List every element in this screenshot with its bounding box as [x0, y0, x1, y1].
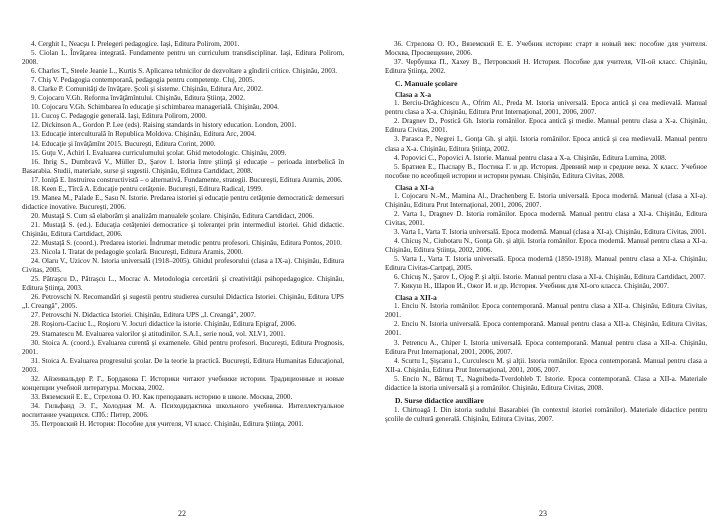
- page-number-left: 22: [178, 509, 186, 518]
- bibliography-entry: 9. Cojocaru V.Gh. Reforma învăţămîntului. Chişinău, Editura Ştiinţa, 2002.: [31, 94, 245, 103]
- bibliography-entry: 25. Pătraşcu D., Pătraşcu L., Mocrac A. Metodologia cercetării şi creativităţii psihopedagogice. Chişinău, Editura Ştiinţa, 2003.: [22, 275, 344, 293]
- bibliography-entry: 21. Mustaţă S. (ed.). Educaţia cetăţeniei democratice şi toleranţei prin intermediul istoriei. Ghid didactic. Chişinău, Editura Cartdidact, 2006.: [22, 220, 344, 238]
- subsection-heading-class-xii: Clasa a XII-a: [395, 293, 437, 303]
- bibliography-entry: 6. Charles T., Steele Jeanie L., Kurtis S. Aplicarea tehnicilor de dezvoltare a gîndirii critice. Chişinău, 2003.: [31, 67, 338, 76]
- section-heading-auxiliary-sources: D. Surse didactice auxiliare: [395, 395, 484, 405]
- bibliography-entry: 5. Ciolan L. Învăţarea integrată. Fundamente pentru un curriculum transdisciplinar. Iaşi, Editura Polirom, 2008.: [22, 49, 344, 67]
- bibliography-entry: 5. Varta I., Varta T. Istoria universală. Epoca modernă (1850-1918). Manual pentru clasa a XI-a. Chişinău, Editura Civitas-Cartpaţi, 2005.: [385, 255, 707, 273]
- bibliography-entry: 4. Popovici C., Popovici A. Istorie. Manual pentru clasa a X-a. Chişinău, Editura Lumina, 2008.: [394, 153, 667, 162]
- right-page: [385, 40, 707, 424]
- bibliography-entry: 22. Mustaţă S. (coord.). Predarea istoriei. Îndrumar metodic pentru profesori. Chişinău, Editura Pontos, 2010.: [31, 239, 342, 248]
- bibliography-entry: 17. Ioniţă E. Instruirea constructivistă – o alternativă. Fundamente, strategii. Bucureşti, Editura Aramis, 2006.: [31, 175, 343, 184]
- bibliography-entry: 10. Cojocaru V.Gh. Schimbarea în educaţie şi schimbarea managerială. Chişinău, 2004.: [31, 103, 279, 112]
- class-x-list: [385, 99, 707, 180]
- bibliography-entry: 29. Stamatescu M. Evaluarea valorilor şi atitudinilor. S.A.I., serie nouă, vol. XLV1, 2001.: [31, 329, 286, 338]
- bibliography-entry: 2. Enciu N. Istoria universală. Epoca contemporană. Manual pentru clasa a XII-a. Chişinău, Editura Civitas, 2001.: [385, 320, 707, 338]
- subsection-heading-class-xi: Clasa a XI-a: [395, 182, 434, 192]
- bibliography-entry: 20. Mustaţă S. Cum să elaborăm şi analizăm manualele şcolare. Chişinău, Editura Cartdidact, 2006.: [31, 211, 315, 220]
- class-xii-list: [385, 302, 707, 392]
- bibliography-entry: 13. Educaţie interculturală în Republica Moldova. Chişinău, Editura Arc, 2004.: [31, 130, 256, 139]
- bibliography-entry: 3. Petrencu A., Chiper I. Istoria universală. Epoca contemporană. Manual pentru clasa a XII-a. Chişinău, Editura Prut Internaţional, 2001, 2006, 2007.: [385, 338, 707, 356]
- bibliography-entry: 30. Stoica A. (coord.). Evaluarea curentă şi examenele. Ghid pentru profesori. Bucureşti, Editura Prognosis, 2001.: [22, 338, 344, 356]
- bibliography-entry: 5. Братиев Е., Пыслару В., Постика Г. и др. История. Древний мир и средние века. X класс. Учебное пособие по всеобщей истории и истории румын. Chişinău, Editura Civitas, 2008.: [385, 162, 707, 180]
- bibliography-entry: 16. Ihrig S., Dumbravă V., Müller D., Şarov I. Istoria între ştiinţă şi educaţie – perioada interbelică în Basarabia. Studii, materiale, surse şi sugestii. Chişinău, Editura Cartdidact, 2008.: [22, 157, 344, 175]
- bibliography-entry: 7. Кикуш Н., Шаров И., Ожог И. и др. История. Учебник для XI-ого класса. Chişinău, 2007.: [394, 282, 669, 291]
- bibliography-entry: 28. Roşioru-Caciuc L., Roşioru V. Jocuri didactice la istorie. Chişinău, Editura Epigraf, 2006.: [31, 320, 297, 329]
- page-number-right: 23: [539, 509, 547, 518]
- bibliography-entry: 2. Varta I., Dragnev D. Istoria românilor. Epoca modernă. Manual pentru clasa a XI-a. Chişinău, Editura Civitas, 2001.: [385, 209, 707, 227]
- bibliography-entry: 3. Parasca P., Negrei I., Gonţa Gh. şi alţii. Istoria românilor. Epoca antică şi cea medievală. Manual pentru clasa a X-a. Chişinău, Editura Ştiinţa, 2002.: [385, 135, 707, 153]
- bibliography-entry: 23. Nicola I. Tratat de pedagogie şcolară. Bucureşti, Editura Aramis, 2000.: [31, 248, 243, 257]
- bibliography-entry: 15. Guţu V., Achiri I. Evaluarea curriculumului şcolar. Ghid metodologic. Chişinău, 2009.: [31, 148, 287, 157]
- bibliography-entry: 4. Scurtu I., Şişcanu I., Curculescu M. şi alţii. Istoria românilor. Epoca contemporană. Manual pentru clasa a XII-a. Chişinău, Editura Prut Internaţional, 2001, 2006, 2007.: [385, 356, 707, 374]
- bibliography-entry: 12. Dickinson A., Gordon P. Lee (eds). Raising standards in history education. London, 2001.: [31, 121, 297, 130]
- bibliography-entry: 6. Chicuş N., Şarov I., Ojog P. şi alţii. Istorie. Manual pentru clasa a XI-a. Chişinău, Editura Cartdidact, 2007.: [394, 273, 706, 282]
- bibliography-entry: 5. Enciu N., Bărnuţ T., Nagnibeda-Tverdohleb T. Istorie. Epoca contemporană. Clasa a XII-a. Materiale didactice la istoria universală şi a românilor. Chişinău, Editura Civitas, 2008.: [385, 374, 707, 392]
- section-heading-textbooks: C. Manuale şcolare: [395, 79, 458, 89]
- bibliography-list-left: [22, 40, 344, 429]
- bibliography-entry: 27. Petrovschi N. Didactica Istoriei. Chişinău, Editura UPS „I. Creangă", 2007.: [31, 311, 256, 320]
- bibliography-entry: 7. Chiş V. Pedagogia contemporană, pedagogia pentru competenţe. Cluj, 2005.: [31, 76, 255, 85]
- bibliography-entry: 18. Keen E., Tîrcă A. Educaţie pentru cetăţenie. Bucureşti, Editura Radical, 1999.: [31, 184, 263, 193]
- bibliography-entry: 26. Petrovschi N. Recomandări şi sugestii pentru studierea cursului Didactica Istoriei. Chişinău, Editura UPS „I. Creangă", 2005.: [22, 293, 344, 311]
- bibliography-entry: 3. Varta I., Varta T. Istoria universală. Epoca modernă. Manual (clasa a XI-a). Chişinău, Editura Civitas, 2001.: [394, 227, 707, 236]
- bibliography-list-right-top: [385, 40, 707, 76]
- bibliography-entry: 32. Айзенвальдер Р. Г., Бордакова Г. Историки читают учебники истории. Традиционные и новые концепции учебной литературы. Москва, 2002.: [22, 374, 344, 392]
- bibliography-entry: 8. Clarke P. Comunităţi de învăţare. Şcoli şi sisteme. Chişinău, Editura Arc, 2002.: [31, 85, 263, 94]
- bibliography-entry: 4. Chicuş N., Ciubotaru N., Gonţa Gh. şi alţii. Istoria românilor. Epoca modernă. Manual pentru clasa a XI-a. Chişinău, Editura Ştiinţa, 2002, 2006.: [385, 236, 707, 255]
- bibliography-entry: 34. Гильфанд Э. Г., Холодная М. А. Психодидактика школьного учебника. Интеллектуальное воспитание учащихся. СПб.: Питер, 2006.: [22, 401, 344, 419]
- bibliography-entry: 1. Chirtoagă I. Din istoria sudului Basarabiei (în contextul istoriei românilor). Materiale didactice pentru şcolile de cultură generală. Chişinău, Editura Civitas, 2007.: [385, 405, 707, 423]
- bibliography-entry: 14. Educaţie şi învăţămînt 2015. Bucureşti, Editura Corint, 2000.: [31, 139, 216, 148]
- bibliography-entry: 31. Stoica A. Evaluarea progresului şcolar. De la teorie la practică. Bucureşti, Editura Humanitas Educaţional, 2003.: [22, 356, 344, 374]
- bibliography-entry: 35. Петровский Н. История: Пособие для учителя, VI класс. Chişinău, Editura Ştiinţa, 2001.: [31, 419, 304, 428]
- auxiliary-sources-list: [385, 406, 707, 424]
- bibliography-entry: 37. Чербушка П., Хахеу В., Петровский Н. История. Пособие для учителя, VII-ой класс. Chişinău, Editura Ştiinţa, 2002.: [385, 58, 707, 76]
- bibliography-entry: 11. Cucoş C. Pedagogie generală. Iaşi, Editura Polirom, 2000.: [31, 112, 207, 121]
- bibliography-entry: 2. Dragnev D., Postică Gh. Istoria românilor. Epoca antică şi medie. Manual pentru clasa a X-a. Chişinău, Editura Civitas, 2001.: [385, 117, 707, 135]
- subsection-heading-class-x: Clasa a X-a: [395, 90, 432, 100]
- bibliography-entry: 4. Cerghit I., Neacşu I. Prelegeri pedagogice. Iaşi, Editura Polirom, 2001.: [31, 40, 240, 48]
- bibliography-entry: 1. Cojocaru N.-M., Mamina Al., Drachenberg E. Istoria universală. Epoca modernă. Manual (clasa a XI-a). Chişinău, Editura Prut Internaţional, 2001, 2006, 2007.: [385, 191, 707, 209]
- class-xi-list: [385, 192, 707, 292]
- bibliography-entry: 36. Стрелова О. Ю., Вяземский Е. Е. Учебник истории: старт в новый век: пособие для учителя. Москва, Просвещение, 2006.: [385, 40, 707, 58]
- left-page: [22, 40, 344, 429]
- bibliography-entry: 1. Berciu-Drăghicescu A., Ofrim Al., Preda M. Istoria universală. Epoca antică şi cea medievală. Manual pentru clasa a X-a. Chişinău, Editura Prut Internaţional, 2001, 2006, 2007.: [385, 99, 707, 117]
- bibliography-entry: 19. Manea M., Palade E., Sasu N. Istorie. Predarea istoriei şi educaţie pentru cetăţenie democratică: demersuri didactice inovative. Bucureşti, 2006.: [22, 193, 344, 211]
- bibliography-entry: 33. Вяземский Е. Е., Стрелова О. Ю. Как преподавать историю в школе. Москва, 2000.: [31, 392, 293, 401]
- bibliography-entry: 1. Enciu N. Istoria românilor. Epoca contemporană. Manual pentru clasa a XII-a. Chişinău, Editura Civitas, 2001.: [385, 302, 707, 320]
- bibliography-entry: 24. Olaru V., Uzicov N. Istoria universală (1918–2005). Ghidul profesorului (clasa a IX-a). Chişinău, Editura Civitas, 2005.: [22, 257, 344, 275]
